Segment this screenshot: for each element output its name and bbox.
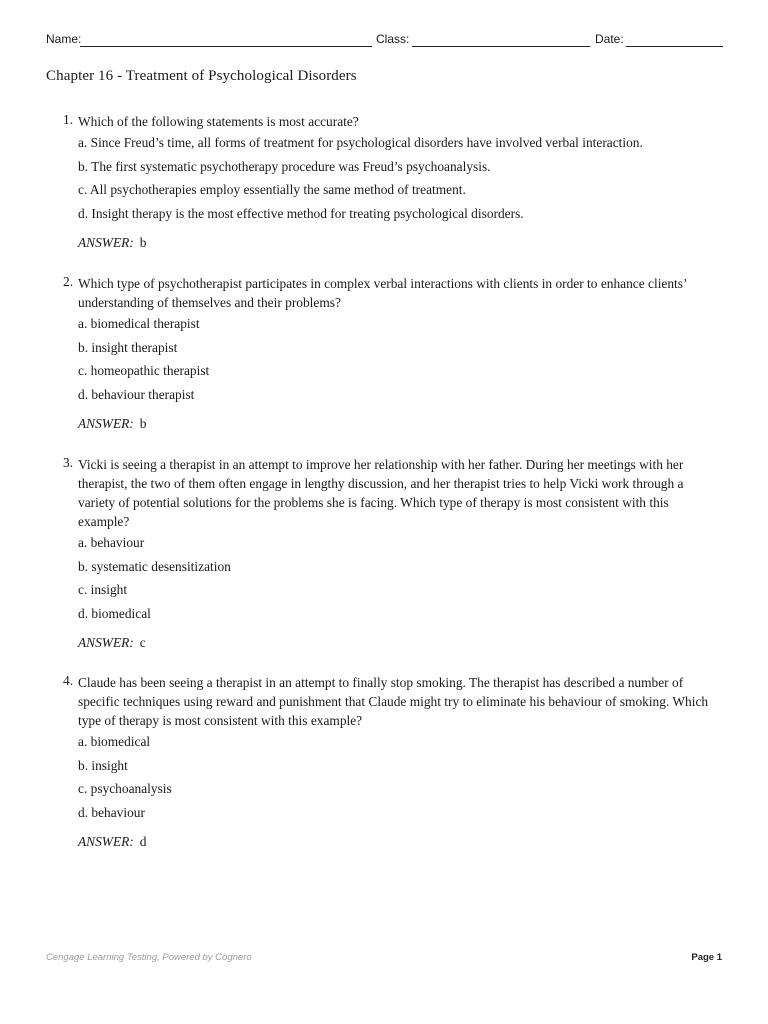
name-field-line[interactable] — [80, 46, 372, 47]
answer-option-b: b. systematic desensitization — [78, 558, 231, 574]
question-stem: Claude has been seeing a therapist in an attempt to finally stop smoking. The therapist has described a number of specific techniques using reward and punishment that Claude might try to eliminate his behaviour of smoking. Which type of therapy is most consistent with this example? — [78, 675, 709, 728]
answer-option-b: b. insight therapist — [78, 339, 178, 355]
question-stem: Which of the following statements is most accurate? — [78, 114, 359, 129]
answer-option-d: d. Insight therapy is the most effective method for treating psychological disorders. — [78, 205, 524, 221]
question-number: 2. — [63, 274, 74, 289]
answer-option-b: b. The first systematic psychotherapy procedure was Freud’s psychoanalysis. — [78, 158, 491, 174]
answer-label: ANSWER: — [78, 834, 134, 849]
question-number: 3. — [63, 455, 74, 470]
answer-line — [78, 233, 768, 253]
answer-label: ANSWER: — [78, 235, 134, 250]
answer-line — [78, 832, 768, 852]
answer-line — [78, 414, 768, 434]
answer-option-c: c. All psychotherapies employ essentially the same method of treatment. — [78, 182, 466, 197]
footer-credit: Cengage Learning Testing, Powered by Cognero — [46, 952, 252, 963]
answer-option-b: b. insight — [78, 757, 128, 773]
student-info-header — [46, 32, 726, 50]
answer-option-a: a. biomedical therapist — [78, 316, 200, 331]
answer-option-c: c. psychoanalysis — [78, 781, 172, 796]
answer-value: b — [139, 416, 147, 431]
question-1 — [0, 112, 768, 253]
answer-option-c: c. insight — [78, 582, 128, 597]
question-number: 4. — [63, 673, 74, 688]
answer-option-d: d. behaviour — [78, 804, 145, 820]
answer-option-d: d. biomedical — [78, 605, 151, 621]
answer-value: c — [139, 635, 146, 650]
question-4 — [0, 673, 768, 852]
date-field-line[interactable] — [626, 46, 723, 47]
question-stem: Which type of psychotherapist participates in complex verbal interactions with clients in order to enhance clients’ understanding of themselves and their problems? — [78, 276, 687, 310]
answer-option-c: c. homeopathic therapist — [78, 363, 210, 378]
date-label: Date: — [595, 32, 624, 46]
question-list — [0, 112, 768, 852]
answer-label: ANSWER: — [78, 416, 134, 431]
answer-label: ANSWER: — [78, 635, 134, 650]
answer-option-d: d. behaviour therapist — [78, 386, 195, 402]
name-label: Name: — [46, 32, 82, 46]
question-number: 1. — [63, 112, 74, 127]
page-number: Page 1 — [691, 952, 722, 963]
question-stem: Vicki is seeing a therapist in an attempt to improve her relationship with her father. During her meetings with her therapist, the two of them often engage in lengthy discussion, and her therapist tries to help Vicki work through a variety of potential solutions for the problems she is facing. Which type of therapy is most consistent with this example? — [78, 457, 684, 529]
answer-value: b — [139, 235, 147, 250]
chapter-title: Chapter 16 - Treatment of Psychological Disorders — [46, 68, 357, 84]
answer-option-a: a. biomedical — [78, 734, 151, 749]
class-field-line[interactable] — [412, 46, 590, 47]
answer-option-a: a. behaviour — [78, 535, 145, 550]
answer-option-a: a. Since Freud’s time, all forms of treatment for psychological disorders have involved verbal interaction. — [78, 135, 643, 150]
question-3 — [0, 455, 768, 653]
answer-value: d — [139, 834, 147, 849]
class-label: Class: — [376, 32, 410, 46]
question-2 — [0, 274, 768, 434]
answer-line — [78, 633, 768, 653]
